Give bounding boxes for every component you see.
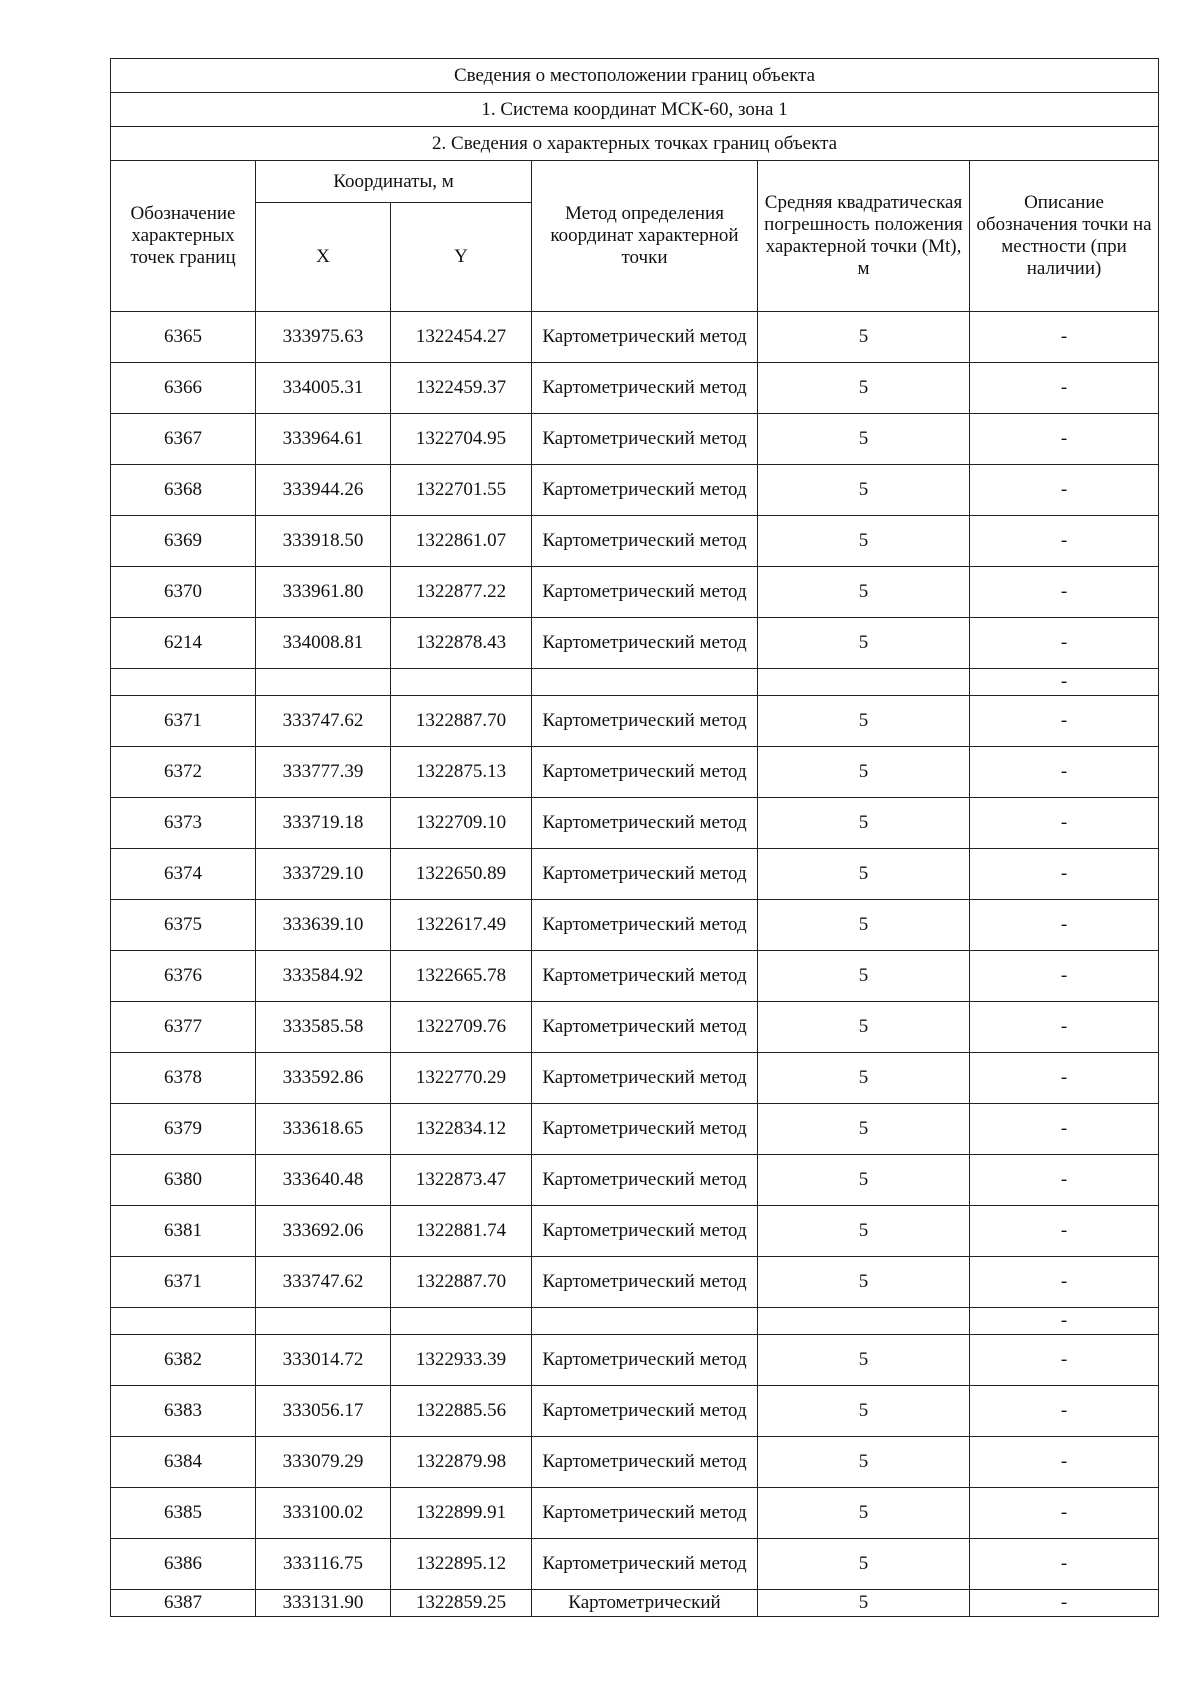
- cell-x: 333975.63: [256, 312, 391, 363]
- cell-x: 333585.58: [256, 1002, 391, 1053]
- cell-y: 1322617.49: [391, 900, 532, 951]
- cell-error: 5: [758, 1335, 970, 1386]
- cell-point: [111, 669, 256, 696]
- cell-point: 6381: [111, 1206, 256, 1257]
- header-method: Метод определения координат характерной точки: [532, 161, 758, 312]
- cell-x: 333747.62: [256, 696, 391, 747]
- cell-error: 5: [758, 849, 970, 900]
- cell-y: 1322877.22: [391, 567, 532, 618]
- cell-point: [111, 1308, 256, 1335]
- cell-y: 1322887.70: [391, 696, 532, 747]
- cell-error: 5: [758, 567, 970, 618]
- cell-point: 6375: [111, 900, 256, 951]
- cell-error: 5: [758, 414, 970, 465]
- cell-error: 5: [758, 951, 970, 1002]
- cell-description: -: [970, 414, 1159, 465]
- cell-x: 333584.92: [256, 951, 391, 1002]
- cell-y: 1322709.10: [391, 798, 532, 849]
- table-row: [111, 312, 1159, 363]
- cell-y: 1322665.78: [391, 951, 532, 1002]
- cell-x: 333729.10: [256, 849, 391, 900]
- cell-description: -: [970, 951, 1159, 1002]
- cell-method: Картометрический метод: [532, 1488, 758, 1539]
- cell-method: [532, 669, 758, 696]
- table-row: [111, 567, 1159, 618]
- cell-point: 6371: [111, 696, 256, 747]
- cell-error: 5: [758, 747, 970, 798]
- table-row: [111, 951, 1159, 1002]
- table-body: [111, 312, 1159, 1617]
- table-row: [111, 618, 1159, 669]
- separator-row: [111, 1308, 1159, 1335]
- cell-x: 333116.75: [256, 1539, 391, 1590]
- cell-point: 6366: [111, 363, 256, 414]
- cell-error: 5: [758, 1002, 970, 1053]
- table-row: [111, 1206, 1159, 1257]
- cell-x: 333961.80: [256, 567, 391, 618]
- cell-description: -: [970, 516, 1159, 567]
- cell-method: Картометрический: [532, 1590, 758, 1617]
- cell-point: 6382: [111, 1335, 256, 1386]
- cell-error: 5: [758, 1590, 970, 1617]
- cell-description: -: [970, 1308, 1159, 1335]
- cell-description: -: [970, 669, 1159, 696]
- cell-description: -: [970, 1104, 1159, 1155]
- cell-y: 1322459.37: [391, 363, 532, 414]
- table-row: [111, 1437, 1159, 1488]
- cell-x: 333100.02: [256, 1488, 391, 1539]
- cell-y: 1322770.29: [391, 1053, 532, 1104]
- cell-x: 334008.81: [256, 618, 391, 669]
- cell-description: -: [970, 1386, 1159, 1437]
- cell-method: Картометрический метод: [532, 363, 758, 414]
- cell-error: 5: [758, 363, 970, 414]
- cell-point: 6386: [111, 1539, 256, 1590]
- cell-method: Картометрический метод: [532, 849, 758, 900]
- cell-description: -: [970, 1155, 1159, 1206]
- cell-description: -: [970, 363, 1159, 414]
- cell-x: 333592.86: [256, 1053, 391, 1104]
- cell-description: -: [970, 1539, 1159, 1590]
- cell-method: Картометрический метод: [532, 696, 758, 747]
- cell-point: 6380: [111, 1155, 256, 1206]
- cell-y: 1322704.95: [391, 414, 532, 465]
- cell-method: Картометрический метод: [532, 465, 758, 516]
- cell-x: 333719.18: [256, 798, 391, 849]
- header-error: Средняя квадратическая погрешность положения характерной точки (Mt), м: [758, 161, 970, 312]
- cell-method: Картометрический метод: [532, 1002, 758, 1053]
- cell-y: 1322881.74: [391, 1206, 532, 1257]
- cell-method: Картометрический метод: [532, 312, 758, 363]
- cell-method: Картометрический метод: [532, 1206, 758, 1257]
- cell-y: 1322879.98: [391, 1437, 532, 1488]
- cell-method: Картометрический метод: [532, 1257, 758, 1308]
- cell-x: [256, 1308, 391, 1335]
- table-row: [111, 1539, 1159, 1590]
- cell-point: 6365: [111, 312, 256, 363]
- coordinate-system-line: 1. Система координат МСК-60, зона 1: [111, 93, 1159, 127]
- cell-description: -: [970, 696, 1159, 747]
- cell-error: [758, 1308, 970, 1335]
- cell-method: Картометрический метод: [532, 1104, 758, 1155]
- header-y: Y: [391, 203, 532, 312]
- cell-method: Картометрический метод: [532, 798, 758, 849]
- cell-error: 5: [758, 1539, 970, 1590]
- cell-x: 333640.48: [256, 1155, 391, 1206]
- table-row: [111, 1335, 1159, 1386]
- table-row: [111, 696, 1159, 747]
- table-row: [111, 1488, 1159, 1539]
- cell-description: -: [970, 1590, 1159, 1617]
- cell-y: [391, 669, 532, 696]
- cell-method: Картометрический метод: [532, 1437, 758, 1488]
- cell-method: Картометрический метод: [532, 516, 758, 567]
- cell-x: 334005.31: [256, 363, 391, 414]
- table-row: [111, 1002, 1159, 1053]
- cell-description: -: [970, 1002, 1159, 1053]
- cell-description: -: [970, 618, 1159, 669]
- cell-method: Картометрический метод: [532, 1155, 758, 1206]
- cell-x: 333079.29: [256, 1437, 391, 1488]
- cell-x: 333618.65: [256, 1104, 391, 1155]
- cell-y: 1322650.89: [391, 849, 532, 900]
- cell-error: 5: [758, 312, 970, 363]
- table-row: [111, 849, 1159, 900]
- cell-y: 1322875.13: [391, 747, 532, 798]
- section-heading: 2. Сведения о характерных точках границ объекта: [111, 127, 1159, 161]
- cell-method: [532, 1308, 758, 1335]
- cell-method: Картометрический метод: [532, 900, 758, 951]
- cell-point: 6376: [111, 951, 256, 1002]
- table-row: [111, 1104, 1159, 1155]
- cell-error: 5: [758, 696, 970, 747]
- cell-y: [391, 1308, 532, 1335]
- cell-point: 6378: [111, 1053, 256, 1104]
- table-row: [111, 1386, 1159, 1437]
- cell-description: -: [970, 465, 1159, 516]
- cell-description: -: [970, 567, 1159, 618]
- table-row: [111, 516, 1159, 567]
- cell-error: 5: [758, 1053, 970, 1104]
- cell-method: Картометрический метод: [532, 1053, 758, 1104]
- cell-description: -: [970, 1335, 1159, 1386]
- cell-y: 1322885.56: [391, 1386, 532, 1437]
- cell-point: 6214: [111, 618, 256, 669]
- cell-point: 6368: [111, 465, 256, 516]
- table-row: [111, 363, 1159, 414]
- cell-point: 6379: [111, 1104, 256, 1155]
- cell-point: 6377: [111, 1002, 256, 1053]
- cell-error: 5: [758, 1257, 970, 1308]
- table-row: [111, 798, 1159, 849]
- cell-y: 1322899.91: [391, 1488, 532, 1539]
- cell-method: Картометрический метод: [532, 414, 758, 465]
- cell-y: 1322878.43: [391, 618, 532, 669]
- cell-method: Картометрический метод: [532, 747, 758, 798]
- cell-y: 1322933.39: [391, 1335, 532, 1386]
- header-x: X: [256, 203, 391, 312]
- cell-x: 333918.50: [256, 516, 391, 567]
- cell-method: Картометрический метод: [532, 567, 758, 618]
- cell-point: 6374: [111, 849, 256, 900]
- header-description: Описание обозначения точки на местности (при наличии): [970, 161, 1159, 312]
- cell-x: 333747.62: [256, 1257, 391, 1308]
- table-row: [111, 414, 1159, 465]
- cell-point: 6387: [111, 1590, 256, 1617]
- cell-error: 5: [758, 1488, 970, 1539]
- cell-error: 5: [758, 1155, 970, 1206]
- cell-point: 6370: [111, 567, 256, 618]
- cell-description: -: [970, 312, 1159, 363]
- cell-description: -: [970, 1206, 1159, 1257]
- cell-error: 5: [758, 618, 970, 669]
- cell-y: 1322887.70: [391, 1257, 532, 1308]
- cell-y: 1322709.76: [391, 1002, 532, 1053]
- table-row: [111, 465, 1159, 516]
- header-coordinates: Координаты, м: [256, 161, 532, 203]
- cell-y: 1322859.25: [391, 1590, 532, 1617]
- cell-error: 5: [758, 900, 970, 951]
- cell-error: [758, 669, 970, 696]
- boundary-points-table: [110, 58, 1159, 1617]
- cell-x: [256, 669, 391, 696]
- cell-description: -: [970, 1257, 1159, 1308]
- cell-error: 5: [758, 465, 970, 516]
- cell-point: 6373: [111, 798, 256, 849]
- cell-point: 6372: [111, 747, 256, 798]
- cell-y: 1322895.12: [391, 1539, 532, 1590]
- cell-x: 333056.17: [256, 1386, 391, 1437]
- cell-error: 5: [758, 1386, 970, 1437]
- cell-description: -: [970, 747, 1159, 798]
- cell-y: 1322873.47: [391, 1155, 532, 1206]
- cell-description: -: [970, 849, 1159, 900]
- cell-x: 333014.72: [256, 1335, 391, 1386]
- cell-y: 1322834.12: [391, 1104, 532, 1155]
- table-title: Сведения о местоположении границ объекта: [111, 59, 1159, 93]
- cell-x: 333944.26: [256, 465, 391, 516]
- cell-error: 5: [758, 1206, 970, 1257]
- cell-description: -: [970, 798, 1159, 849]
- table-row: [111, 747, 1159, 798]
- header-point: Обозначение характерных точек границ: [111, 161, 256, 312]
- cell-point: 6371: [111, 1257, 256, 1308]
- cell-method: Картометрический метод: [532, 1335, 758, 1386]
- cell-y: 1322701.55: [391, 465, 532, 516]
- table-row: [111, 1053, 1159, 1104]
- cell-method: Картометрический метод: [532, 1386, 758, 1437]
- cell-description: -: [970, 1488, 1159, 1539]
- cell-point: 6385: [111, 1488, 256, 1539]
- table-row: [111, 900, 1159, 951]
- cell-point: 6383: [111, 1386, 256, 1437]
- cell-point: 6367: [111, 414, 256, 465]
- cell-method: Картометрический метод: [532, 951, 758, 1002]
- cell-error: 5: [758, 1437, 970, 1488]
- cell-error: 5: [758, 516, 970, 567]
- cell-point: 6369: [111, 516, 256, 567]
- cell-y: 1322861.07: [391, 516, 532, 567]
- table-row: [111, 1590, 1159, 1617]
- cell-description: -: [970, 1437, 1159, 1488]
- cell-y: 1322454.27: [391, 312, 532, 363]
- separator-row: [111, 669, 1159, 696]
- table-row: [111, 1155, 1159, 1206]
- cell-x: 333692.06: [256, 1206, 391, 1257]
- table-row: [111, 1257, 1159, 1308]
- cell-point: 6384: [111, 1437, 256, 1488]
- cell-x: 333639.10: [256, 900, 391, 951]
- cell-x: 333777.39: [256, 747, 391, 798]
- cell-description: -: [970, 900, 1159, 951]
- cell-x: 333131.90: [256, 1590, 391, 1617]
- cell-error: 5: [758, 798, 970, 849]
- cell-method: Картометрический метод: [532, 618, 758, 669]
- cell-description: -: [970, 1053, 1159, 1104]
- cell-x: 333964.61: [256, 414, 391, 465]
- cell-error: 5: [758, 1104, 970, 1155]
- cell-method: Картометрический метод: [532, 1539, 758, 1590]
